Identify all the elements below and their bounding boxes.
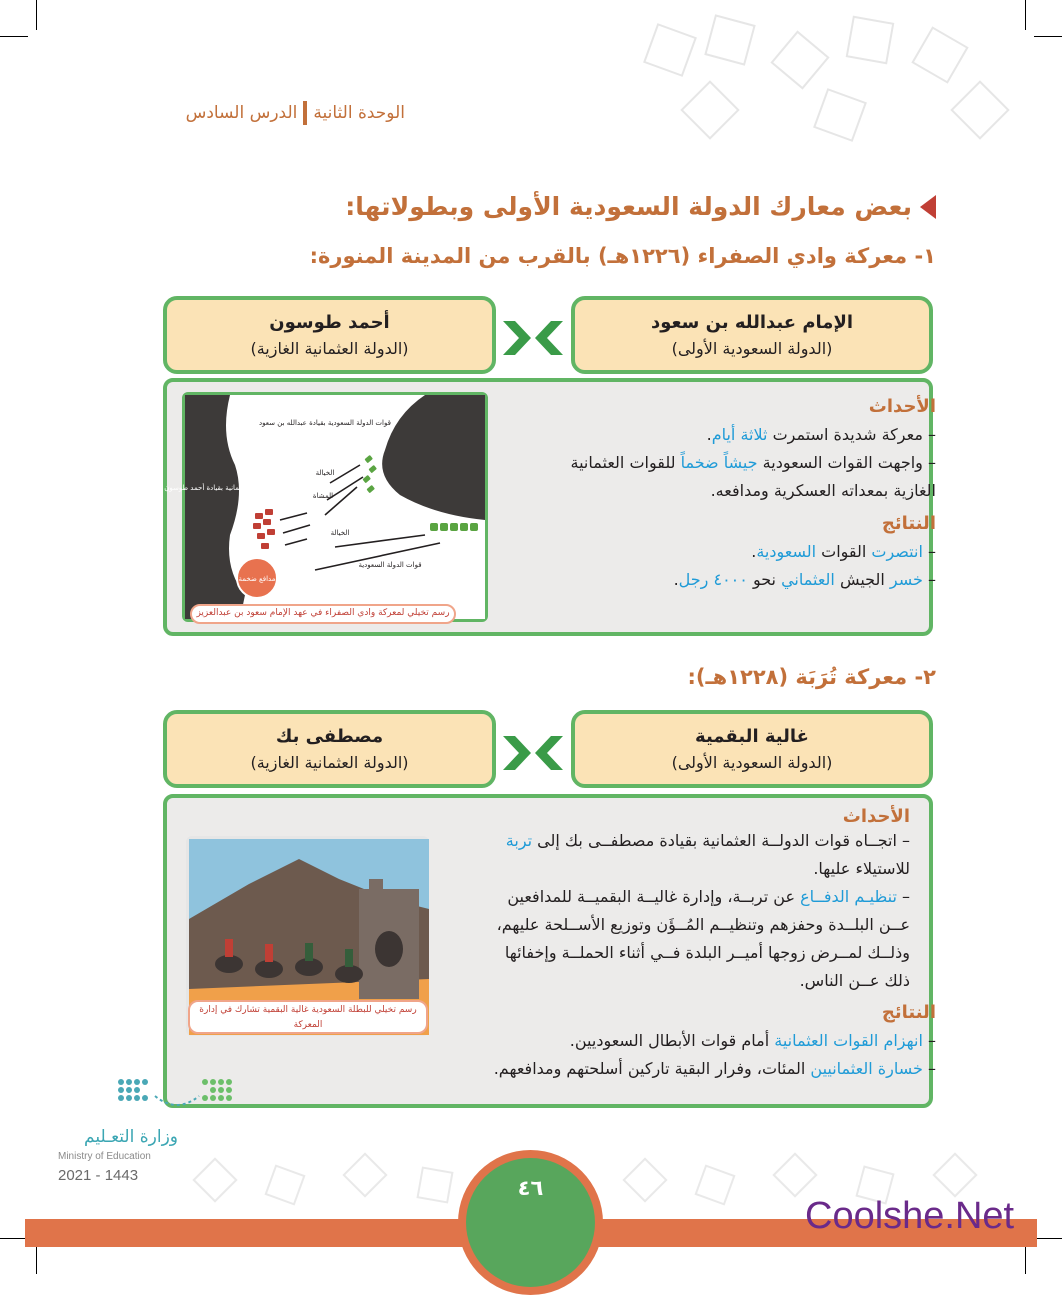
lesson-label: الدرس السادس bbox=[185, 103, 298, 123]
event-line: – اتجــاه قوات الدولــة العثمانية بقيادة مصطفــى بك إلى تربة bbox=[505, 831, 910, 850]
party-affiliation: (الدولة السعودية الأولى) bbox=[671, 753, 833, 772]
event-line: – تنظيـم الدفــاع عن تربــة، وإدارة غاليــة البقميــة للمدافعين bbox=[507, 887, 910, 906]
battle-1-text bbox=[516, 396, 936, 594]
versus-icon bbox=[500, 318, 566, 358]
chevron-left-icon bbox=[920, 195, 936, 219]
result-line: – خسر الجيش العثماني نحو ٤٠٠٠ رجل. bbox=[673, 570, 936, 589]
party-affiliation: (الدولة السعودية الأولى) bbox=[671, 339, 833, 358]
battle-2-text bbox=[440, 806, 910, 995]
svg-text:المشاة: المشاة bbox=[312, 492, 334, 500]
event-line: الغازية بمعداته العسكرية ومدافعه. bbox=[710, 481, 936, 500]
event-line: – معركة شديدة استمرت ثلاثة أيام. bbox=[706, 425, 936, 444]
event-line: عــن البلــدة وحفزهم وتنظيــم المُــؤَن وتوزيع الأســلحة عليهم، bbox=[496, 915, 910, 934]
page-header bbox=[160, 100, 405, 126]
watermark: Coolshe.Net bbox=[805, 1195, 1015, 1237]
event-line: وذلــك لمــرض زوجها أميــر البلدة فــي أثناء الحملــة وإخفائها bbox=[504, 943, 910, 962]
crop-mark bbox=[0, 1238, 28, 1239]
results-heading: النتائج bbox=[881, 513, 936, 534]
background-pattern bbox=[630, 20, 1030, 150]
crop-mark bbox=[36, 0, 37, 30]
battle-2-results bbox=[416, 1002, 936, 1083]
page-number: ٤٦ bbox=[517, 1176, 544, 1200]
results-heading: النتائج bbox=[881, 1002, 936, 1023]
party-affiliation: (الدولة العثمانية الغازية) bbox=[250, 339, 409, 358]
header-divider bbox=[303, 101, 307, 125]
event-line: – واجهت القوات السعودية جيشاً ضخماً للقوات العثمانية bbox=[570, 453, 936, 472]
party-name: أحمد طوسون bbox=[269, 312, 390, 333]
battle-map bbox=[164, 392, 488, 622]
result-line: – خسارة العثمانيين المئات، وفرار البقية تاركين أسلحتهم ومدافعهم. bbox=[493, 1059, 936, 1078]
section-title bbox=[345, 192, 936, 221]
crop-mark bbox=[1034, 1238, 1062, 1239]
battle-1-left-party bbox=[163, 296, 496, 374]
footer-bar-left bbox=[25, 1219, 458, 1247]
event-line: للاستيلاء عليها. bbox=[813, 859, 910, 878]
events-heading: الأحداث bbox=[842, 806, 910, 827]
result-line: – انهزام القوات العثمانية أمام قوات الأبطال السعوديين. bbox=[569, 1031, 936, 1050]
events-heading: الأحداث bbox=[868, 396, 936, 417]
crop-mark bbox=[1025, 1244, 1026, 1274]
battle-2-title: ٢- معركة تُرَبَة (١٢٢٨هـ): bbox=[687, 665, 936, 689]
ministry-year: 2021 - 1443 bbox=[58, 1167, 139, 1184]
map-caption: رسم تخيلي لمعركة وادي الصفراء في عهد الإمام سعود بن عبدالعزيز bbox=[190, 604, 456, 624]
battle-2-right-party bbox=[571, 710, 933, 788]
svg-text:مدافع ضخمة: مدافع ضخمة bbox=[238, 575, 276, 583]
illustration-caption: رسم تخيلي للبطلة السعودية غالية البقمية تشارك في إدارة المعركة bbox=[188, 1000, 428, 1034]
svg-text:الخيالة: الخيالة bbox=[330, 529, 350, 537]
svg-text:قوات الدولة العثمانية بقيادة أ: قوات الدولة العثمانية بقيادة أحمد طوسون bbox=[164, 484, 286, 492]
battle-1-right-party bbox=[571, 296, 933, 374]
party-affiliation: (الدولة العثمانية الغازية) bbox=[250, 753, 409, 772]
svg-text:قوات الدولة السعودية: قوات الدولة السعودية bbox=[358, 561, 422, 569]
event-line: ذلك عــن الناس. bbox=[799, 971, 910, 990]
party-name: مصطفى بك bbox=[275, 726, 384, 747]
battle-2-left-party bbox=[163, 710, 496, 788]
result-line: – انتصرت القوات السعودية. bbox=[751, 542, 936, 561]
crop-mark bbox=[1034, 36, 1062, 37]
svg-text:قوات الدولة السعودية بقيادة عب: قوات الدولة السعودية بقيادة عبدالله بن سعود bbox=[259, 419, 391, 427]
battle-1-title: ١- معركة وادي الصفراء (١٢٢٦هـ) بالقرب من المدينة المنورة: bbox=[309, 244, 936, 268]
ministry-name-en: Ministry of Education bbox=[58, 1151, 151, 1162]
party-name: غالية البقمية bbox=[695, 726, 809, 747]
crop-mark bbox=[36, 1244, 37, 1274]
unit-label: الوحدة الثانية bbox=[313, 103, 405, 123]
versus-icon bbox=[500, 733, 566, 773]
svg-text:الخيالة: الخيالة bbox=[315, 469, 335, 477]
party-name: الإمام عبدالله بن سعود bbox=[650, 312, 854, 333]
page-number-circle bbox=[466, 1158, 595, 1287]
section-title-text: بعض معارك الدولة السعودية الأولى وبطولاتها: bbox=[345, 192, 912, 221]
crop-mark bbox=[0, 36, 28, 37]
ministry-name-ar: وزارة التعـليم bbox=[84, 1127, 178, 1147]
ministry-logo-icon bbox=[115, 1076, 240, 1116]
